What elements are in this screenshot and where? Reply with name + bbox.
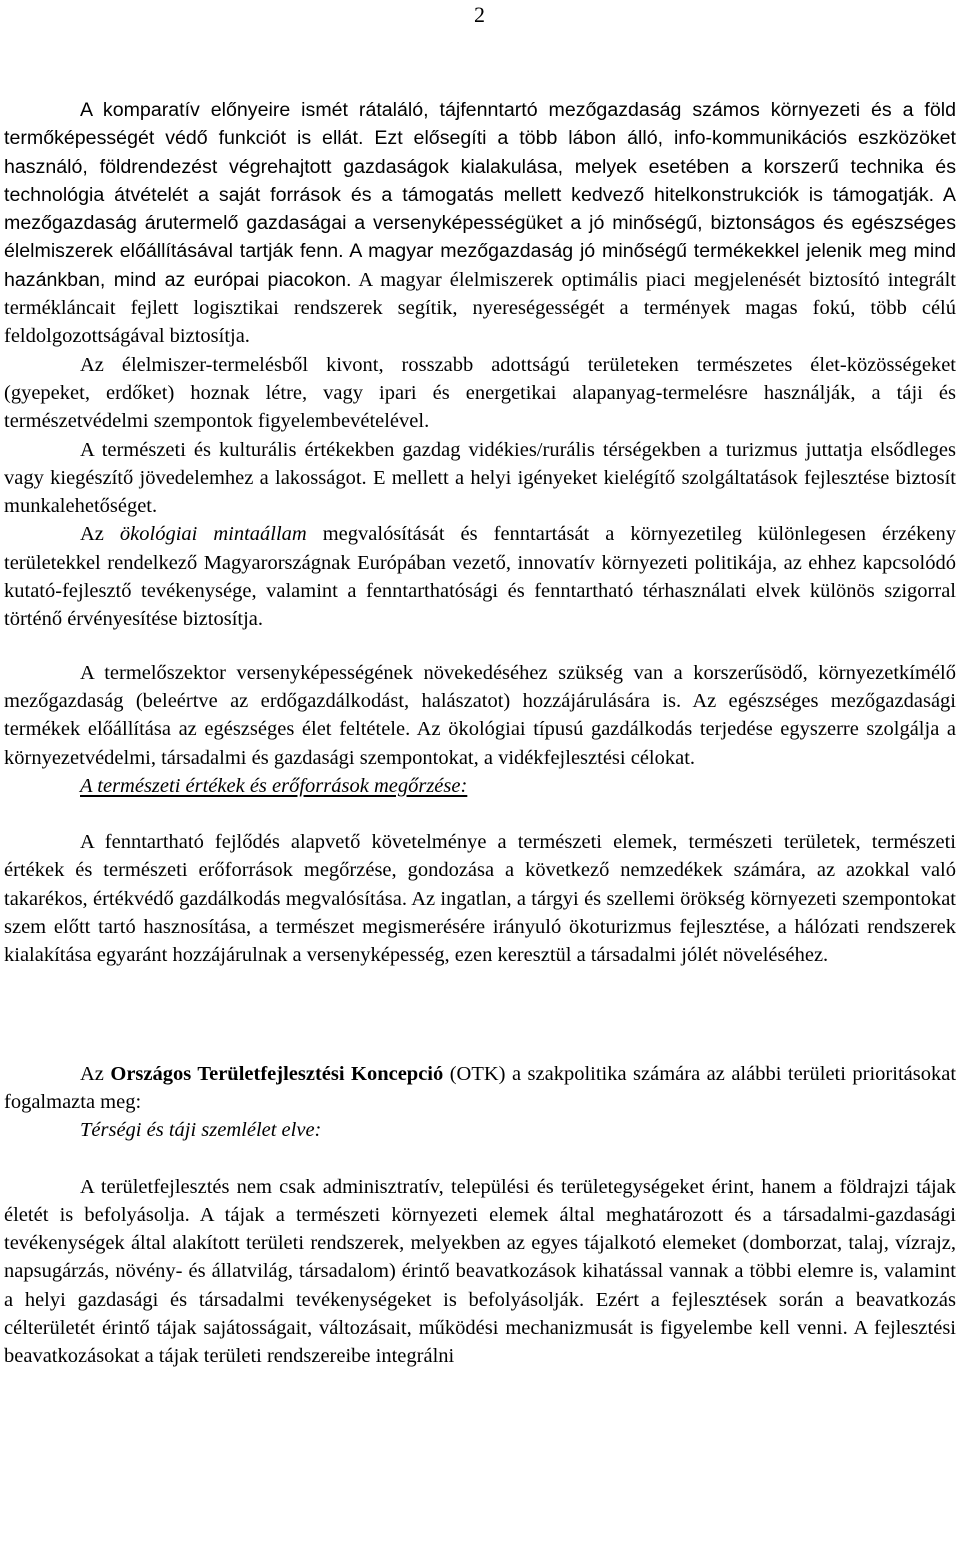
section-heading-regional-principle: Térségi és táji szemlélet elve:: [80, 1119, 322, 1142]
paragraph-landscape-systems: A területfejlesztés nem csak adminisztratív, települési és területegységeket érint, hanem a földrajzi tájak életét is befolyásolja. A tájak a természeti környezeti elemek által meghatározott és a társadalmi-gazdasági tevékenységek által alakított területi rendszerek, melyekben az egyes tájalkotó elemeket (domborzat, talaj, vízrajz, napsugárzás, növény- és állatvilág, társadalom) érintő beavatkozások kihatással vannak a többi elemre is, valamint a helyi gazdasági és társadalmi tevékenységeket is befolyásolják. Ezért a fejlesztések során a beavatkozás célterületét érintő tájak sajátosságait, változásait, működési mechanizmusát is figyelembe kell venni. A fejlesztési beavatkozásokat a tájak területi rendszereibe integrálni: [4, 1175, 956, 1368]
paragraph-agriculture-serif-part: A magyar élelmiszerek optimális piaci megjelenését biztosító integrált termékláncait fejlett logisztikai rendszerek segítik, nyereségességét a termények magas fokú, több célú feldolgozottságával biztosítja.: [4, 268, 956, 348]
otk-title: Országos Területfejlesztési Koncepció: [110, 1062, 444, 1085]
paragraph-ecological-state-post: megvalósítását és fenntartását a környezetileg különlegesen érzékeny területekkel rendelkező Magyarországnak Európában vezető, innovatív környezeti politikája, az ehhez kapcsolódó kutató-fejlesztő tevékenysége, valamint a fenntarthatósági és fenntartható térhasználati elvek különös szigorral történő érvényesítése biztosítja.: [4, 523, 956, 631]
paragraph-otk-intro: [4, 1060, 956, 1117]
paragraph-ecological-state: [4, 520, 956, 633]
paragraph-otk-post: (OTK) a szakpolitika számára az alábbi területi prioritásokat fogalmazta meg:: [4, 1062, 957, 1113]
paragraph-agriculture: [4, 96, 956, 351]
paragraph-ecological-state-pre: Az: [80, 523, 120, 546]
paragraph-tourism: A természeti és kulturális értékekben gazdag vidékies/rurális térségekben a turizmus juttatja elsődleges vagy kiegészítő jövedelemhez a lakosságot. E mellett a helyi igényeket kielégítő szolgáltatások fejlesztése biztosít munkalehetőséget.: [4, 438, 956, 518]
document-body: [4, 96, 956, 1371]
paragraph-land-use: Az élelmiszer-termelésből kivont, rosszabb adottságú területeken természetes élet-közösségeket (gyepeket, erdőket) hoznak létre, vagy ipari és energetikai alapanyag-termelésre használják, a táji és természetvédelmi szempontok figyelembevételével.: [4, 353, 956, 433]
page-number: 2: [474, 2, 485, 27]
paragraph-production-sector: A termelőszektor versenyképességének növekedéséhez szükség van a korszerűsödő, környezetkímélő mezőgazdaság (beleértve az erdőgazdálkodást, halászatot) hozzájárulására is. Az egészséges mezőgazdasági termékek előállítása az egészséges élet feltétele. Az ökológiai típusú gazdálkodás terjedése egyszerre szolgálja a környezetvédelmi, társadalmi és gazdasági szempontokat, a vidékfejlesztési célokat.: [4, 661, 956, 769]
paragraph-agriculture-sans-part: A komparatív előnyeire ismét rátaláló, tájfenntartó mezőgazdaság számos környezeti és a föld termőképességét védő funkciót is ellát. Ezt elősegíti a több lábon álló, info-kommunikációs eszközöket használó, földrendezést végrehajtott gazdaságok kialakulása, melyek esetében a korszerű technika és technológia átvételét a saját források és a támogatás mellett kedvező hitelkonstrukciók is támogatják. A mezőgazdaság árutermelő gazdaságai a versenyképességüket a jó minőségű, biztonságos és egészséges élelmiszerek előállításával tartják fenn. A magyar mezőgazdaság jó minőségű termékekkel jelenik meg mind hazánkban, mind az európai piacokon.: [4, 99, 956, 291]
ecological-model-state-term: ökológiai mintaállam: [119, 523, 307, 546]
paragraph-sustainable-development: A fenntartható fejlődés alapvető követelménye a természeti elemek, természeti területek, természeti értékek és természeti erőforrások megőrzése, gondozása a következő nemzedékek számára, az azokkal való takarékos, értékvédő gazdálkodás megvalósítása. Az ingatlan, a tárgyi és szellemi örökség környezeti szempontokat szem előtt tartó hasznosítása, a természet megismerésére irányuló ökoturizmus fejlesztése, a hálózati rendszerek kialakítása egyaránt hozzájárulnak a versenyképesség, ezen keresztül a társadalmi jólét növeléséhez.: [4, 831, 956, 967]
section-heading-natural-values: A természeti értékek és erőforrások megőrzése:: [80, 774, 468, 797]
paragraph-otk-pre: Az: [80, 1062, 111, 1085]
